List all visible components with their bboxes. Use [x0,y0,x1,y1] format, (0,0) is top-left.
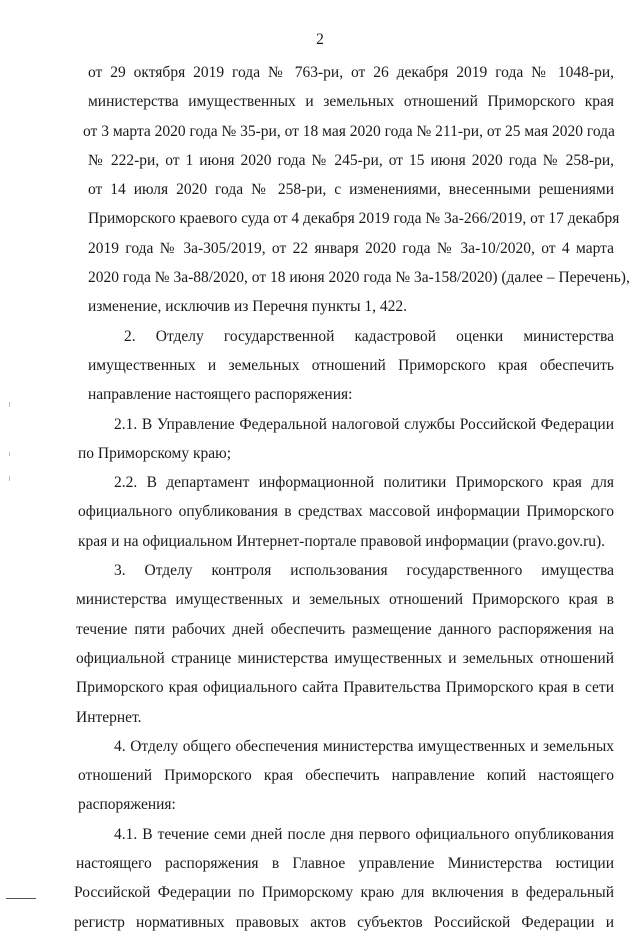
text-line: 3. Отделу контроля использования государственного имущества [114,562,614,580]
text-line: 2020 года № 3а-88/2020, от 18 июня 2020 года № 3а-158/2020) (далее – Перечень), [88,269,630,287]
text-line: направление настоящего распоряжения: [88,386,353,404]
text-line: официальной странице министерства имущественных и земельных отношений [76,649,614,667]
text-line: официального опубликования в средствах массовой информации Приморского [78,503,614,521]
text-line: министерства имущественных и земельных отношений Приморского края в [76,591,614,609]
text-line: настоящего распоряжения в Главное управление Министерства юстиции [76,855,614,873]
text-line: Российской Федерации по Приморскому краю для включения в федеральный [74,884,614,902]
text-line: Приморского края официального сайта Правительства Приморского края в сети [76,679,614,697]
text-line: от 29 октября 2019 года № 763-ри, от 26 декабря 2019 года № 1048-ри, [88,64,614,81]
scan-edge-rule [6,898,36,899]
text-line: имущественных и земельных отношений Приморского края обеспечить [88,356,614,374]
text-line: 2019 года № 3а-305/2019, от 22 января 2020 года № 3а-10/2020, от 4 марта [88,239,614,257]
text-line: изменение, исключив из Перечня пункты 1, 422. [88,298,408,316]
text-line: Интернет. [76,708,142,726]
text-line: 2. Отделу государственной кадастровой оценки министерства [124,327,614,345]
text-line: от 14 июля 2020 года № 258-ри, с изменениями, внесенными решениями [88,181,614,199]
text-line: по Приморскому краю; [78,444,232,462]
scan-margin-mark [9,476,10,481]
page-number: 2 [316,31,324,48]
text-line: 4. Отделу общего обеспечения министерства имущественных и земельных [114,737,614,755]
text-line: 2.1. В Управление Федеральной налоговой службы Российской Федерации [114,415,614,433]
scan-margin-mark [9,402,10,407]
text-line: 4.1. В течение семи дней после дня первого официального опубликования [114,825,614,843]
text-line: Приморского краевого суда от 4 декабря 2019 года № 3а-266/2019, от 17 декабря [88,210,620,228]
text-line: распоряжения: [78,796,176,814]
text-line: от 3 марта 2020 года № 35-ри, от 18 мая 2020 года № 211-ри, от 25 мая 2020 года [83,122,615,140]
text-line: края и на официальном Интернет-портале правовой информации (pravo.gov.ru). [78,532,606,550]
text-line: № 222-ри, от 1 июня 2020 года № 245-ри, от 15 июня 2020 года № 258-ри, [88,151,614,169]
text-line: регистр нормативных правовых актов субъектов Российской Федерации и [74,913,614,931]
text-line: отношений Приморского края обеспечить направление копий настоящего [78,767,614,785]
scan-margin-mark [9,452,10,456]
text-line: течение пяти рабочих дней обеспечить размещение данного распоряжения на [76,620,614,638]
document-body [74,58,630,937]
text-line: министерства имущественных и земельных отношений Приморского края [88,93,614,111]
text-line: 2.2. В департамент информационной политики Приморского края для [114,474,614,492]
